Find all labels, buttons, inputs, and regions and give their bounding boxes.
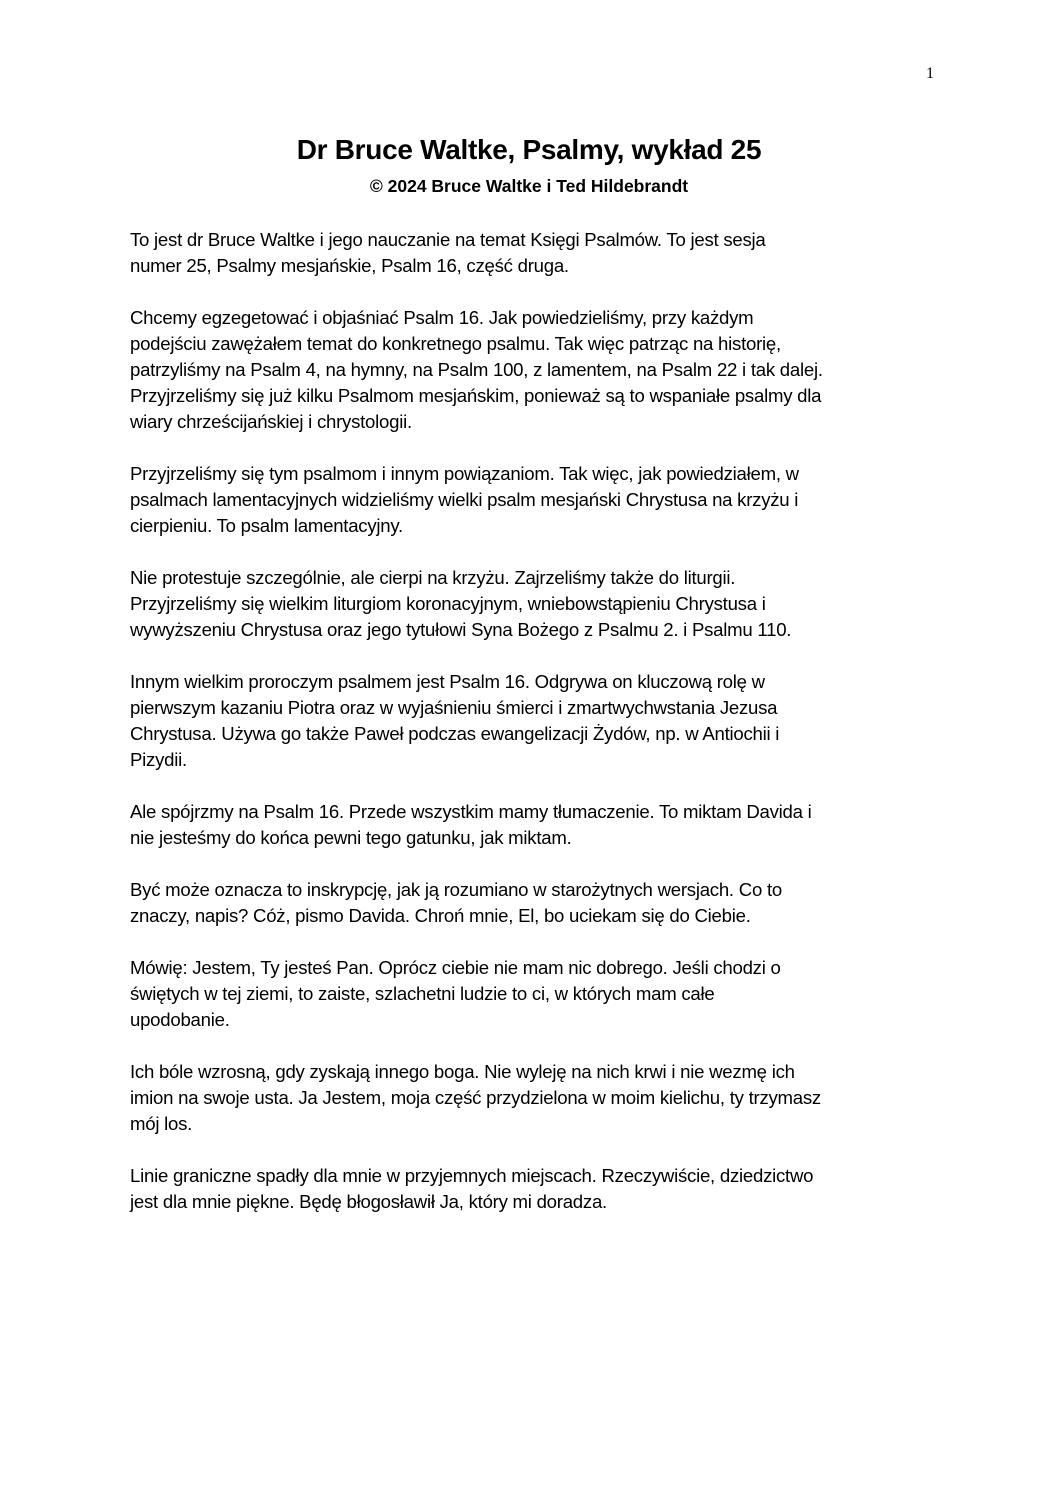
paragraph-line: podejściu zawężałem temat do konkretnego psalmu. Tak więc patrząc na historię, (130, 333, 781, 354)
paragraph-line: Chrystusa. Używa go także Paweł podczas ewangelizacji Żydów, np. w Antiochii i (130, 723, 780, 744)
body-paragraph (130, 1059, 920, 1137)
paragraph-line: upodobanie. (130, 1009, 230, 1030)
paragraph-line: numer 25, Psalmy mesjańskie, Psalm 16, część druga. (130, 255, 569, 276)
paragraph-line: Nie protestuje szczególnie, ale cierpi na krzyżu. Zajrzeliśmy także do liturgii. (130, 567, 736, 588)
paragraph-line: nie jesteśmy do końca pewni tego gatunku, jak miktam. (130, 827, 572, 848)
paragraph-line: imion na swoje usta. Ja Jestem, moja część przydzielona w moim kielichu, ty trzymasz (130, 1087, 821, 1108)
body-paragraph (130, 669, 920, 773)
paragraph-line: znaczy, napis? Cóż, pismo Davida. Chroń mnie, El, bo uciekam się do Ciebie. (130, 905, 751, 926)
paragraph-line: pierwszym kazaniu Piotra oraz w wyjaśnieniu śmierci i zmartwychwstania Jezusa (130, 697, 778, 718)
body-paragraph (130, 461, 920, 539)
paragraph-line: Innym wielkim proroczym psalmem jest Psalm 16. Odgrywa on kluczową rolę w (130, 671, 765, 692)
paragraph-line: Linie graniczne spadły dla mnie w przyjemnych miejscach. Rzeczywiście, dziedzictwo (130, 1165, 814, 1186)
paragraph-line: Przyjrzeliśmy się już kilku Psalmom mesjańskim, ponieważ są to wspaniałe psalmy dla (130, 385, 822, 406)
paragraph-line: wiary chrześcijańskiej i chrystologii. (130, 411, 412, 432)
paragraph-line: Przyjrzeliśmy się wielkim liturgiom koronacyjnym, wniebowstąpieniu Chrystusa i (130, 593, 766, 614)
body-paragraph (130, 565, 920, 643)
document-copyright: © 2024 Bruce Waltke i Ted Hildebrandt (369, 176, 689, 196)
body-paragraph (130, 955, 920, 1033)
paragraph-line: Być może oznacza to inskrypcję, jak ją rozumiano w starożytnych wersjach. Co to (130, 879, 782, 900)
paragraph-line: patrzyliśmy na Psalm 4, na hymny, na Psalm 100, z lamentem, na Psalm 22 i tak dalej. (130, 359, 823, 380)
paragraph-line: świętych w tej ziemi, to zaiste, szlachetni ludzie to ci, w których mam całe (130, 983, 715, 1004)
paragraph-line: jest dla mnie piękne. Będę błogosławił Ja, który mi doradza. (130, 1191, 607, 1212)
body-paragraph (130, 1163, 920, 1215)
paragraph-line: wywyższeniu Chrystusa oraz jego tytułowi Syna Bożego z Psalmu 2. i Psalmu 110. (130, 619, 792, 640)
paragraph-line: cierpieniu. To psalm lamentacyjny. (130, 515, 403, 536)
page-number: 1 (926, 65, 934, 82)
paragraph-line: Mówię: Jestem, Ty jesteś Pan. Oprócz ciebie nie mam nic dobrego. Jeśli chodzi o (130, 957, 781, 978)
document-title: Dr Bruce Waltke, Psalmy, wykład 25 (296, 134, 762, 165)
paragraph-line: Ich bóle wzrosną, gdy zyskają innego boga. Nie wyleję na nich krwi i nie wezmę ich (130, 1061, 795, 1082)
paragraph-line: Ale spójrzmy na Psalm 16. Przede wszystkim mamy tłumaczenie. To miktam Davida i (130, 801, 812, 822)
paragraph-line: Przyjrzeliśmy się tym psalmom i innym powiązaniom. Tak więc, jak powiedziałem, w (130, 463, 799, 484)
paragraph-line: mój los. (130, 1113, 193, 1134)
document-body (130, 227, 920, 1241)
paragraph-line: Pizydii. (130, 749, 187, 770)
body-paragraph (130, 227, 920, 279)
paragraph-line: Chcemy egzegetować i objaśniać Psalm 16. Jak powiedzieliśmy, przy każdym (130, 307, 754, 328)
body-paragraph (130, 799, 920, 851)
body-paragraph (130, 877, 920, 929)
body-paragraph (130, 305, 920, 435)
paragraph-line: psalmach lamentacyjnych widzieliśmy wielki psalm mesjański Chrystusa na krzyżu i (130, 489, 799, 510)
paragraph-line: To jest dr Bruce Waltke i jego nauczanie na temat Księgi Psalmów. To jest sesja (130, 229, 766, 250)
